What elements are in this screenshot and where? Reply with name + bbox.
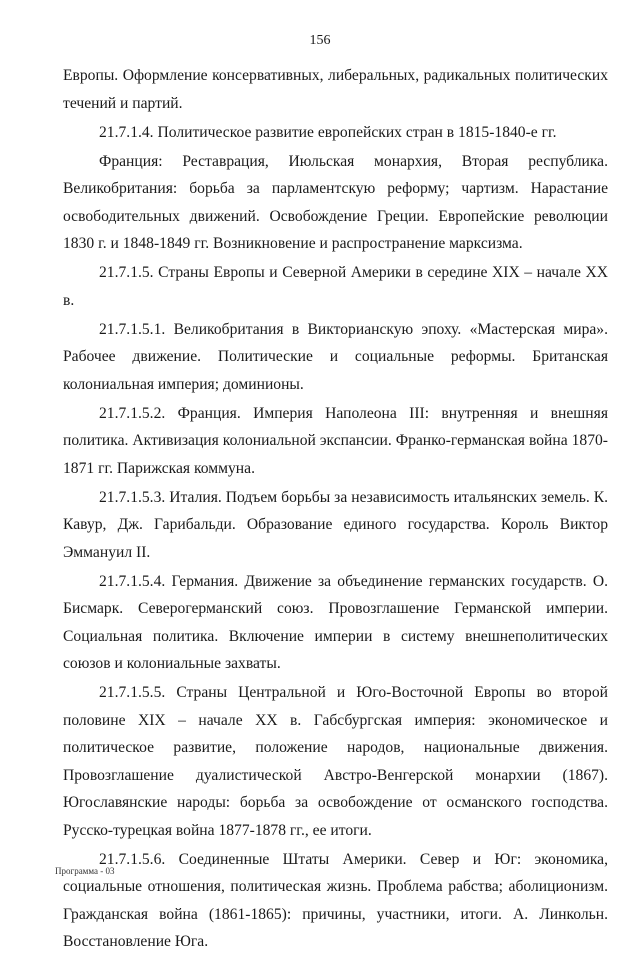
paragraph-france: 21.7.1.5.2. Франция. Империя Наполеона III: внутренняя и внешняя политика. Активизация колониальной экспансии. Франко-германская война 1870-1871 гг. Парижская коммуна. [63,404,608,477]
paragraph-germany: 21.7.1.5.4. Германия. Движение за объединение германских государств. О. Бисмарк. Северогерманский союз. Провозглашение Германской империи. Социальная политика. Включение империи в систему внешнеполитических союзов и колониальные захваты. [63,572,608,672]
page-number: 156 [309,33,331,48]
paragraph-great-britain: 21.7.1.5.1. Великобритания в Викторианскую эпоху. «Мастерская мира». Рабочее движение. Политические и социальные реформы. Британская колониальная империя; доминионы. [63,320,608,393]
section-heading-21-7-1-5: 21.7.1.5. Страны Европы и Северной Америки в середине XIX – начале XX в. [63,264,608,309]
paragraph-usa: 21.7.1.5.6. Соединенные Штаты Америки. Север и Юг: экономика, социальные отношения, политическая жизнь. Проблема рабства; аболиционизм. Гражданская война (1861-1865): причины, участники, итоги. А. Линкольн. Восстановление Юга. [63,850,608,950]
document-body [63,62,608,957]
section-heading-21-7-1-4: 21.7.1.4. Политическое развитие европейских стран в 1815-1840-е гг. [99,123,557,141]
footer-label: Программа - 03 [55,866,115,876]
paragraph-central-europe: 21.7.1.5.5. Страны Центральной и Юго-Восточной Европы во второй половине XIX – начале XX в. Габсбургская империя: экономическое и политическое развитие, положение народов, национальные движения. Провозглашение дуалистической Австро-Венгерской монархии (1867). Югославянские народы: борьба за освобождение от османского господства. Русско-турецкая война 1877-1878 гг., ее итоги. [63,684,608,839]
paragraph-italy: 21.7.1.5.3. Италия. Подъем борьбы за независимость итальянских земель. К. Кавур, Дж. Гарибальди. Образование единого государства. Король Виктор Эммануил II. [63,488,608,561]
paragraph-france-britain: Франция: Реставрация, Июльская монархия, Вторая республика. Великобритания: борьба за парламентскую реформу; чартизм. Нарастание освободительных движений. Освобождение Греции. Европейские революции 1830 г. и 1848-1849 гг. Возникновение и распространение марксизма. [63,152,608,252]
paragraph-continuation: Европы. Оформление консервативных, либеральных, радикальных политических течений и партий. [63,67,608,112]
